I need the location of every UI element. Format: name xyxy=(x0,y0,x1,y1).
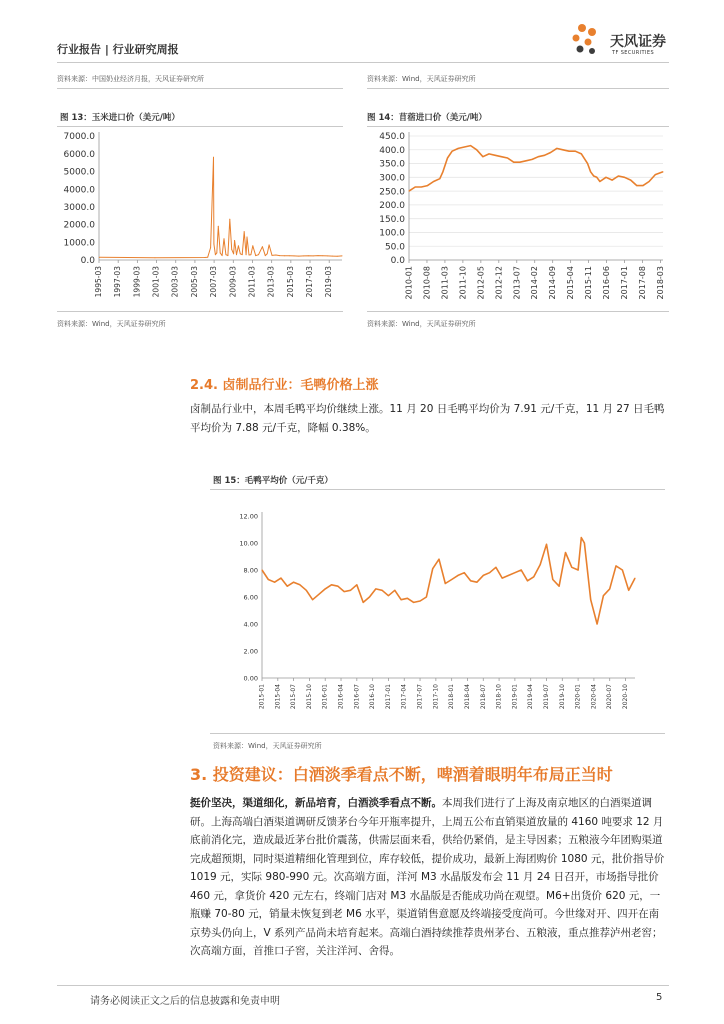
section-3-body: 本周我们进行了上海及南京地区的白酒渠道调研。上海高端白酒渠道调研反馈茅台今年开瓶率提升，上周五公布直销渠道放量的 4160 吨要求 12 月底前消化完，造成最近茅台批价震荡，供需层面来看，供给仍紧俏，是主导因素；五粮液今年团购渠道完成超预期，同时渠道精细化管理到位，库存较低，提价成功，最新上海团购价 1080 元，批价指导价 1019 元，实际 980-990 元。次高端方面，洋河 M3 水晶版发布会 11 月 24 日召开，市场指导批价 460 元，拿货价 420 元左右，终端门店对 M3 水晶版是否能成功尚在观望。M6+出货价 620 元，一瓶赚 70-80 元，销量未恢复到老 M6 水平，渠道销售意愿及终端接受度尚可。今世缘对开、四开在南京势头仍向上，V 系列产品尚未培育起来。高端白酒持续推荐贵州茅台、五粮液，重点推荐泸州老窖；次高端方面，首推口子窖，关注洋河、舍得。 xyxy=(190,797,665,957)
data-point xyxy=(247,236,248,237)
data-point xyxy=(363,602,364,603)
y-tick-label: 5000.0 xyxy=(63,167,95,178)
data-point xyxy=(532,159,533,160)
data-point xyxy=(618,175,619,176)
header-rule xyxy=(57,62,669,63)
x-tick-label: 2017-08 xyxy=(637,266,647,300)
data-point xyxy=(439,559,440,560)
x-tick-label: 1995-03 xyxy=(94,266,103,298)
x-tick-label: 1997-03 xyxy=(113,266,123,298)
data-point xyxy=(298,256,299,257)
data-point xyxy=(476,582,477,583)
x-tick-label: 2019-03 xyxy=(324,266,334,298)
data-point xyxy=(284,255,285,256)
data-point xyxy=(514,572,515,573)
x-tick-label: 2015-07 xyxy=(290,684,298,710)
data-point xyxy=(439,178,440,179)
data-point xyxy=(525,160,526,161)
data-point xyxy=(215,254,216,255)
data-point xyxy=(269,244,270,245)
fig15-title-rule xyxy=(210,489,665,490)
data-point xyxy=(210,247,211,248)
data-point xyxy=(565,552,566,553)
data-point xyxy=(513,162,514,163)
data-point xyxy=(294,255,295,256)
data-point xyxy=(445,583,446,584)
data-point xyxy=(244,231,245,232)
data-point xyxy=(350,590,351,591)
data-point xyxy=(236,254,237,255)
data-point xyxy=(331,584,332,585)
x-tick-label: 2007-03 xyxy=(209,266,219,298)
data-point xyxy=(502,578,503,579)
data-point xyxy=(207,257,208,258)
x-tick-label: 2016-07 xyxy=(353,684,361,710)
y-tick-label: 2000.0 xyxy=(63,220,95,231)
y-tick-label: 0.00 xyxy=(243,674,258,683)
data-point xyxy=(308,255,309,256)
data-point xyxy=(609,588,610,589)
data-point xyxy=(258,254,259,255)
data-point xyxy=(332,256,333,257)
y-tick-label: 200.0 xyxy=(379,201,405,212)
x-tick-label: 2017-01 xyxy=(620,266,630,300)
data-point xyxy=(220,252,221,253)
section-2-4-heading: 2.4. 卤制品行业：毛鸭价格上涨 xyxy=(190,378,379,393)
data-point xyxy=(556,148,557,149)
data-point xyxy=(597,624,598,625)
x-tick-label: 2015-04 xyxy=(274,684,282,710)
x-tick-label: 2011-10 xyxy=(458,266,468,300)
data-point xyxy=(99,257,100,258)
data-point xyxy=(571,567,572,568)
x-tick-label: 2005-03 xyxy=(189,266,199,298)
data-point xyxy=(299,584,300,585)
data-point xyxy=(636,185,637,186)
data-point xyxy=(274,582,275,583)
x-tick-label: 2014-09 xyxy=(548,266,558,300)
x-tick-label: 1999-03 xyxy=(132,266,142,298)
report-header-title: 行业报告 | 行业研究周报 xyxy=(57,43,179,56)
y-tick-label: 2.00 xyxy=(243,647,258,656)
data-point xyxy=(413,602,414,603)
section-3-lead: 挺价坚决，渠道细化，新品培育，白酒淡季看点不断。 xyxy=(190,797,442,809)
data-point xyxy=(501,156,502,157)
data-point xyxy=(663,171,664,172)
data-point xyxy=(318,255,319,256)
y-tick-label: 0.0 xyxy=(80,256,95,267)
data-point xyxy=(375,588,376,589)
data-point xyxy=(233,253,234,254)
x-tick-label: 2017-07 xyxy=(416,684,424,710)
y-tick-label: 7000.0 xyxy=(63,132,95,143)
x-tick-label: 2018-03 xyxy=(655,266,665,300)
data-point xyxy=(262,246,263,247)
data-point xyxy=(369,597,370,598)
fig15-title: 图 15：毛鸭平均价（元/千克） xyxy=(213,476,333,486)
data-point xyxy=(616,565,617,566)
data-point xyxy=(250,254,251,255)
data-point xyxy=(401,599,402,600)
data-point xyxy=(255,255,256,256)
data-point xyxy=(584,543,585,544)
data-point xyxy=(322,255,323,256)
x-tick-label: 2011-03 xyxy=(247,266,257,298)
x-tick-label: 2020-10 xyxy=(622,684,630,710)
y-tick-label: 1000.0 xyxy=(63,238,95,249)
data-point xyxy=(464,572,465,573)
data-point xyxy=(581,153,582,154)
data-point xyxy=(470,580,471,581)
fig14-title: 图 14：苜蓿进口价（美元/吨） xyxy=(367,113,487,123)
data-point xyxy=(388,595,389,596)
data-point xyxy=(507,158,508,159)
data-point xyxy=(234,240,235,241)
data-point xyxy=(279,255,280,256)
x-tick-label: 2016-06 xyxy=(602,266,612,300)
fig15-source: 资料来源：Wind，天风证券研究所 xyxy=(213,742,322,750)
data-point xyxy=(593,175,594,176)
data-point xyxy=(544,155,545,156)
y-tick-label: 4000.0 xyxy=(63,185,95,196)
data-point xyxy=(578,570,579,571)
fig14-bottom-rule xyxy=(367,311,669,312)
data-point xyxy=(248,255,249,256)
data-point xyxy=(222,255,223,256)
x-tick-label: 2019-07 xyxy=(542,684,550,710)
y-tick-label: 250.0 xyxy=(379,187,405,198)
data-point xyxy=(552,579,553,580)
data-point xyxy=(624,177,625,178)
x-tick-label: 2016-01 xyxy=(321,684,329,710)
data-point xyxy=(464,147,465,148)
data-point xyxy=(533,576,534,577)
x-tick-label: 2020-01 xyxy=(574,684,582,710)
x-tick-label: 2003-03 xyxy=(170,266,180,298)
data-point xyxy=(289,255,290,256)
data-point xyxy=(470,145,471,146)
data-point xyxy=(267,253,268,254)
x-tick-label: 2018-07 xyxy=(479,684,487,710)
fig13-title-rule xyxy=(57,126,343,127)
series-line xyxy=(99,157,342,257)
data-point xyxy=(407,598,408,599)
x-tick-label: 2015-03 xyxy=(285,266,295,298)
data-point xyxy=(306,590,307,591)
data-point xyxy=(519,162,520,163)
x-tick-label: 2011-03 xyxy=(440,266,450,300)
y-tick-label: 400.0 xyxy=(379,145,405,156)
data-point xyxy=(508,575,509,576)
x-tick-label: 2019-10 xyxy=(558,684,566,710)
x-tick-label: 2009-03 xyxy=(228,266,238,298)
data-point xyxy=(483,575,484,576)
data-point xyxy=(356,584,357,585)
fig13-chart xyxy=(57,130,347,310)
fig15-bottom-rule xyxy=(210,733,665,734)
data-point xyxy=(452,151,453,152)
series-line xyxy=(262,538,635,624)
data-point xyxy=(540,564,541,565)
data-point xyxy=(596,177,597,178)
data-point xyxy=(216,252,217,253)
data-point xyxy=(476,149,477,150)
data-point xyxy=(581,537,582,538)
fig13-source: 资料来源：Wind，天风证券研究所 xyxy=(57,320,166,328)
data-point xyxy=(575,151,576,152)
y-tick-label: 100.0 xyxy=(379,228,405,239)
data-point xyxy=(458,148,459,149)
top-source-right: 资料来源：Wind，天风证券研究所 xyxy=(367,75,476,83)
fig14-title-rule xyxy=(367,126,669,127)
x-tick-label: 2015-04 xyxy=(566,266,576,300)
x-tick-label: 2018-01 xyxy=(448,684,456,710)
x-tick-label: 2010-01 xyxy=(404,266,414,300)
data-point xyxy=(409,191,410,192)
data-point xyxy=(457,575,458,576)
data-point xyxy=(394,590,395,591)
y-tick-label: 10.00 xyxy=(239,539,258,548)
data-point xyxy=(628,590,629,591)
data-point xyxy=(655,174,656,175)
data-point xyxy=(229,219,230,220)
data-point xyxy=(495,155,496,156)
data-point xyxy=(432,568,433,569)
x-tick-label: 2015-01 xyxy=(258,684,266,710)
x-tick-label: 2017-03 xyxy=(305,266,315,298)
y-tick-label: 50.0 xyxy=(384,242,405,253)
data-point xyxy=(587,163,588,164)
x-tick-label: 2012-12 xyxy=(494,266,504,300)
data-point xyxy=(262,570,263,571)
data-point xyxy=(213,157,214,158)
data-point xyxy=(213,244,214,245)
logo-name-cn: 天风证券 xyxy=(610,34,666,50)
x-tick-label: 2015-10 xyxy=(305,684,313,710)
data-point xyxy=(649,181,650,182)
x-tick-label: 2013-03 xyxy=(266,266,276,298)
x-tick-label: 2012-05 xyxy=(476,266,486,300)
data-point xyxy=(642,185,643,186)
data-point xyxy=(344,591,345,592)
data-point xyxy=(538,156,539,157)
data-point xyxy=(427,185,428,186)
rule-top-left xyxy=(57,88,343,89)
data-point xyxy=(569,151,570,152)
y-tick-label: 4.00 xyxy=(243,620,258,629)
data-point xyxy=(287,586,288,587)
data-point xyxy=(550,152,551,153)
data-point xyxy=(382,590,383,591)
x-tick-label: 2017-10 xyxy=(432,684,440,710)
x-tick-label: 2017-04 xyxy=(400,684,408,710)
x-tick-label: 2019-04 xyxy=(527,684,535,710)
fig13-title: 图 13：玉米进口价（美元/吨） xyxy=(60,113,180,123)
data-point xyxy=(225,254,226,255)
data-point xyxy=(442,171,443,172)
data-point xyxy=(275,255,276,256)
data-point xyxy=(293,582,294,583)
data-point xyxy=(590,599,591,600)
x-tick-label: 2016-10 xyxy=(369,684,377,710)
y-tick-label: 450.0 xyxy=(379,132,405,143)
x-tick-label: 2018-04 xyxy=(463,684,471,710)
footer-disclaimer: 请务必阅读正文之后的信息披露和免责申明 xyxy=(90,996,280,1007)
x-tick-label: 2020-07 xyxy=(606,684,614,710)
x-tick-label: 2013-07 xyxy=(512,266,522,300)
fig14-source: 资料来源：Wind，天风证券研究所 xyxy=(367,320,476,328)
data-point xyxy=(546,544,547,545)
y-tick-label: 12.00 xyxy=(239,512,258,521)
data-point xyxy=(482,156,483,157)
data-point xyxy=(238,245,239,246)
data-point xyxy=(280,578,281,579)
data-point xyxy=(325,588,326,589)
top-source-left: 资料来源：中国奶业经济月报，天风证券研究所 xyxy=(57,75,204,83)
logo-name-en: TF SECURITIES xyxy=(612,50,655,56)
data-point xyxy=(451,579,452,580)
data-point xyxy=(612,180,613,181)
section-3-heading: 3. 投资建议：白酒淡季看点不断，啤酒着眼明年布局正当时 xyxy=(190,765,613,784)
rule-top-right xyxy=(367,88,669,89)
fig14-chart xyxy=(367,130,669,310)
data-point xyxy=(224,238,225,239)
data-point xyxy=(312,599,313,600)
data-point xyxy=(218,226,219,227)
data-point xyxy=(495,567,496,568)
data-point xyxy=(630,180,631,181)
data-point xyxy=(603,595,604,596)
y-tick-label: 6000.0 xyxy=(63,149,95,160)
data-point xyxy=(231,249,232,250)
x-tick-label: 2015-11 xyxy=(584,266,594,300)
data-point xyxy=(327,255,328,256)
data-point xyxy=(337,586,338,587)
data-point xyxy=(622,570,623,571)
data-point xyxy=(271,255,272,256)
x-tick-label: 2001-03 xyxy=(151,266,161,298)
fig15-chart xyxy=(210,500,650,725)
data-point xyxy=(415,186,416,187)
x-tick-label: 2017-01 xyxy=(384,684,392,710)
x-tick-label: 2018-10 xyxy=(495,684,503,710)
y-tick-label: 150.0 xyxy=(379,214,405,225)
data-point xyxy=(590,171,591,172)
data-point xyxy=(242,254,243,255)
data-point xyxy=(342,255,343,256)
data-point xyxy=(527,580,528,581)
series-line xyxy=(409,146,663,192)
y-tick-label: 0.0 xyxy=(390,256,405,267)
section-2-4-paragraph: 卤制品行业中，本周毛鸭平均价继续上涨。11 月 20 日毛鸭平均价为 7.91 元/千克，11 月 27 日毛鸭平均价为 7.88 元/千克，降幅 0.38%。 xyxy=(190,403,665,434)
y-tick-label: 6.00 xyxy=(243,593,258,602)
data-point xyxy=(337,256,338,257)
page-number: 5 xyxy=(656,992,663,1003)
data-point xyxy=(420,601,421,602)
fig13-bottom-rule xyxy=(57,311,343,312)
y-tick-label: 350.0 xyxy=(379,159,405,170)
data-point xyxy=(559,586,560,587)
data-point xyxy=(421,186,422,187)
data-point xyxy=(204,257,205,258)
data-point xyxy=(489,572,490,573)
data-point xyxy=(426,597,427,598)
data-point xyxy=(606,177,607,178)
x-tick-label: 2020-04 xyxy=(590,684,598,710)
data-point xyxy=(303,255,304,256)
data-point xyxy=(265,255,266,256)
data-point xyxy=(313,255,314,256)
y-tick-label: 3000.0 xyxy=(63,203,95,214)
section-3-paragraph xyxy=(190,794,666,961)
data-point xyxy=(635,578,636,579)
x-tick-label: 2019-01 xyxy=(511,684,519,710)
data-point xyxy=(246,254,247,255)
y-tick-label: 8.00 xyxy=(243,566,258,575)
y-tick-label: 300.0 xyxy=(379,173,405,184)
data-point xyxy=(521,570,522,571)
data-point xyxy=(268,579,269,580)
data-point xyxy=(252,245,253,246)
data-point xyxy=(489,153,490,154)
data-point xyxy=(562,149,563,150)
data-point xyxy=(599,181,600,182)
data-point xyxy=(433,181,434,182)
data-point xyxy=(154,257,155,258)
footer-rule xyxy=(57,985,669,986)
data-point xyxy=(447,158,448,159)
data-point xyxy=(227,255,228,256)
x-tick-label: 2014-02 xyxy=(530,266,540,300)
data-point xyxy=(318,594,319,595)
data-point xyxy=(240,253,241,254)
x-tick-label: 2016-04 xyxy=(337,684,345,710)
x-tick-label: 2010-08 xyxy=(422,266,432,300)
